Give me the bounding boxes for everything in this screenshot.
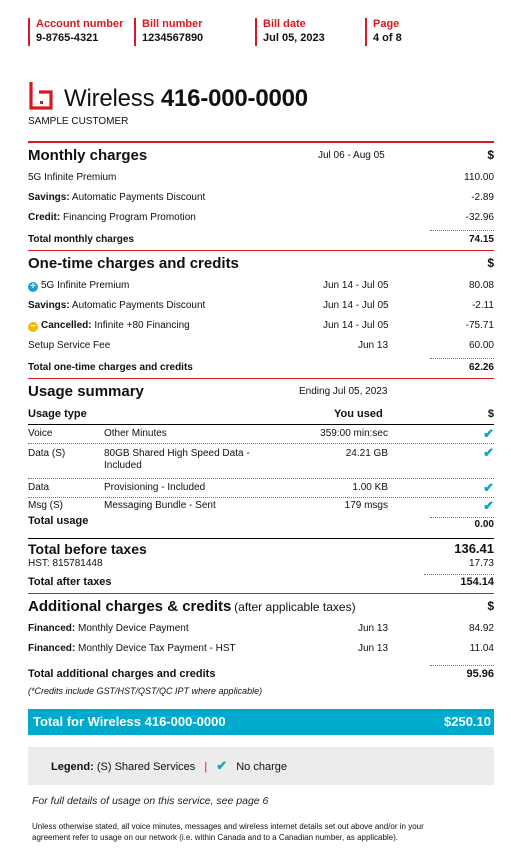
account-number-value: 9-8765-4321 [36,32,99,44]
credits-note-row [28,685,494,699]
before-taxes-row [28,539,494,557]
usage-used: 1.00 KB [352,482,388,493]
item-date: Jun 14 - Jul 05 [323,320,389,331]
usage-desc: 80GB Shared High Speed Data - Included [104,448,250,471]
bill-date-cell [255,18,365,46]
account-number-label: Account number [36,18,124,30]
legend-shared: (S) Shared Services [96,761,196,773]
usage-total-value: 0.00 [474,519,494,530]
onetime-header [28,251,494,276]
item-label: Monthly Device Tax Payment - HST [78,643,236,654]
item-date: Jun 14 - Jul 05 [323,300,389,311]
onetime-item [28,336,494,356]
legend-separator: | [204,761,208,773]
customer-name: SAMPLE CUSTOMER [28,116,129,127]
monthly-charges-title: Monthly charges [28,147,148,164]
item-label: Automatic Payments Discount [71,192,206,203]
monthly-item [28,188,494,208]
page-value: 4 of 8 [373,32,402,44]
usage-column-header [28,404,494,424]
usage-details-note: For full details of usage on this service, see page 6 [32,795,269,807]
charges-content [28,141,494,843]
onetime-item [28,276,494,296]
usage-desc: Provisioning - Included [104,482,206,493]
usage-ending: Ending Jul 05, 2023 [299,386,388,397]
usage-title: Usage summary [28,383,144,400]
check-icon: ✔ [483,426,494,441]
onetime-currency: $ [487,256,494,270]
after-taxes-value: 154.14 [460,576,494,588]
usage-used: 179 msgs [344,500,388,511]
disclaimer-line: Unless otherwise stated, all voice minutes, messages and wireless internet details set out above and/or in your [32,822,424,831]
monthly-currency: $ [487,148,494,162]
monthly-period: Jul 06 - Aug 05 [318,150,385,161]
before-taxes-value: 136.41 [454,541,494,556]
before-taxes-label: Total before taxes [28,541,147,557]
item-prefix: Savings: [28,300,70,311]
item-amount: 11.04 [469,643,494,654]
bill-date-value: Jul 05, 2023 [263,32,325,44]
service-heading [28,80,308,112]
additional-title: Additional charges & credits [28,598,232,615]
monthly-total-value: 74.15 [468,234,494,245]
item-prefix: Financed: [28,623,76,634]
service-phone-number: 416-000-0000 [160,85,308,112]
item-prefix: Financed: [28,643,76,654]
page-label: Page [373,18,400,30]
onetime-total-row [28,356,494,378]
additional-item [28,619,494,639]
usage-used: 24.21 GB [345,448,388,459]
usage-col-currency: $ [487,408,494,420]
item-amount: 110.00 [464,172,494,183]
item-date: Jun 13 [358,340,389,351]
item-amount: -75.71 [465,320,494,331]
item-amount: 60.00 [468,340,494,351]
monthly-item [28,208,494,228]
bill-number-label: Bill number [142,18,203,30]
usage-col-type: Usage type [28,408,87,420]
onetime-item [28,296,494,316]
onetime-total-label: Total one-time charges and credits [28,362,193,373]
additional-item [28,639,494,659]
usage-desc: Other Minutes [104,428,167,439]
item-label: 5G Infinite Premium [28,172,117,183]
additional-total-row [28,659,494,685]
usage-desc: Messaging Bundle - Sent [104,500,216,511]
service-title [64,86,308,112]
after-taxes-label: Total after taxes [28,576,112,588]
item-label: 5G Infinite Premium [41,280,130,291]
onetime-item [28,316,494,336]
check-icon: ✔ [483,445,494,460]
item-label: Setup Service Fee [28,340,111,351]
additional-total-value: 95.96 [466,668,494,680]
check-icon: ✔ [216,758,228,773]
monthly-charges-header [28,143,494,168]
hst-row [28,557,494,571]
monthly-total-row [28,228,494,250]
usage-row [28,444,494,478]
item-amount: -2.11 [471,300,494,311]
item-amount: 84.92 [468,623,494,634]
after-taxes-row [28,571,494,591]
item-label: Automatic Payments Discount [71,300,206,311]
hst-label: HST: 815781448 [28,558,103,569]
usage-row [28,425,494,443]
item-prefix: Savings: [28,192,70,203]
usage-col-used: You used [334,408,383,420]
grand-total-value: $250.10 [444,714,491,729]
bill-number-value: 1234567890 [142,32,204,44]
item-prefix: Cancelled: [41,320,92,331]
plus-icon: + [28,282,38,292]
onetime-title: One-time charges and credits [28,255,239,272]
item-date: Jun 13 [358,643,389,654]
additional-header [28,594,494,619]
item-date: Jun 13 [358,623,389,634]
service-title-word: Wireless [64,85,155,112]
bill-date-label: Bill date [263,18,306,30]
credits-note: (*Credits include GST/HST/QST/QC IPT where applicable) [28,686,263,696]
item-label: Financing Program Promotion [63,212,196,223]
item-date: Jun 14 - Jul 05 [323,280,389,291]
usage-used: 359:00 min:sec [320,428,388,439]
account-number-cell [28,18,134,46]
minus-icon: − [28,322,38,332]
bell-logo-icon [28,80,54,112]
page-cell [365,18,435,46]
usage-row [28,498,494,514]
item-amount: -32.96 [465,212,494,223]
legend-label: Legend: [51,761,94,773]
bill-header [28,18,435,46]
usage-header [28,379,494,404]
onetime-total-value: 62.26 [468,362,494,373]
item-label: Infinite +80 Financing [94,320,190,331]
bill-number-cell [134,18,255,46]
hst-value: 17.73 [468,558,494,569]
legend-no-charge: No charge [236,761,287,773]
item-amount: -2.89 [471,192,494,203]
check-icon: ✔ [483,480,494,495]
usage-type: Voice [28,428,53,439]
usage-type: Data [28,482,50,493]
usage-total-row [28,514,494,534]
monthly-item [28,168,494,188]
usage-type: Data (S) [28,448,66,459]
grand-total-bar [28,709,494,735]
grand-total-label: Total for Wireless 416-000-0000 [33,714,226,729]
item-prefix: Credit: [28,212,61,223]
additional-subtitle: (after applicable taxes) [234,600,356,614]
disclaimer-line: agreement refer to usage on our network (i.e. within Canada and to a Canadian number, as applicable). [32,833,398,842]
item-amount: 80.08 [468,280,494,291]
check-icon: ✔ [483,498,494,513]
usage-type: Msg (S) [28,500,63,511]
monthly-total-label: Total monthly charges [28,234,134,245]
legend-box [28,747,494,785]
disclaimer [28,821,494,843]
usage-row [28,479,494,497]
item-label: Monthly Device Payment [78,623,189,634]
additional-currency: $ [487,599,494,613]
usage-total-label: Total usage [28,515,89,527]
additional-total-label: Total additional charges and credits [28,668,216,680]
